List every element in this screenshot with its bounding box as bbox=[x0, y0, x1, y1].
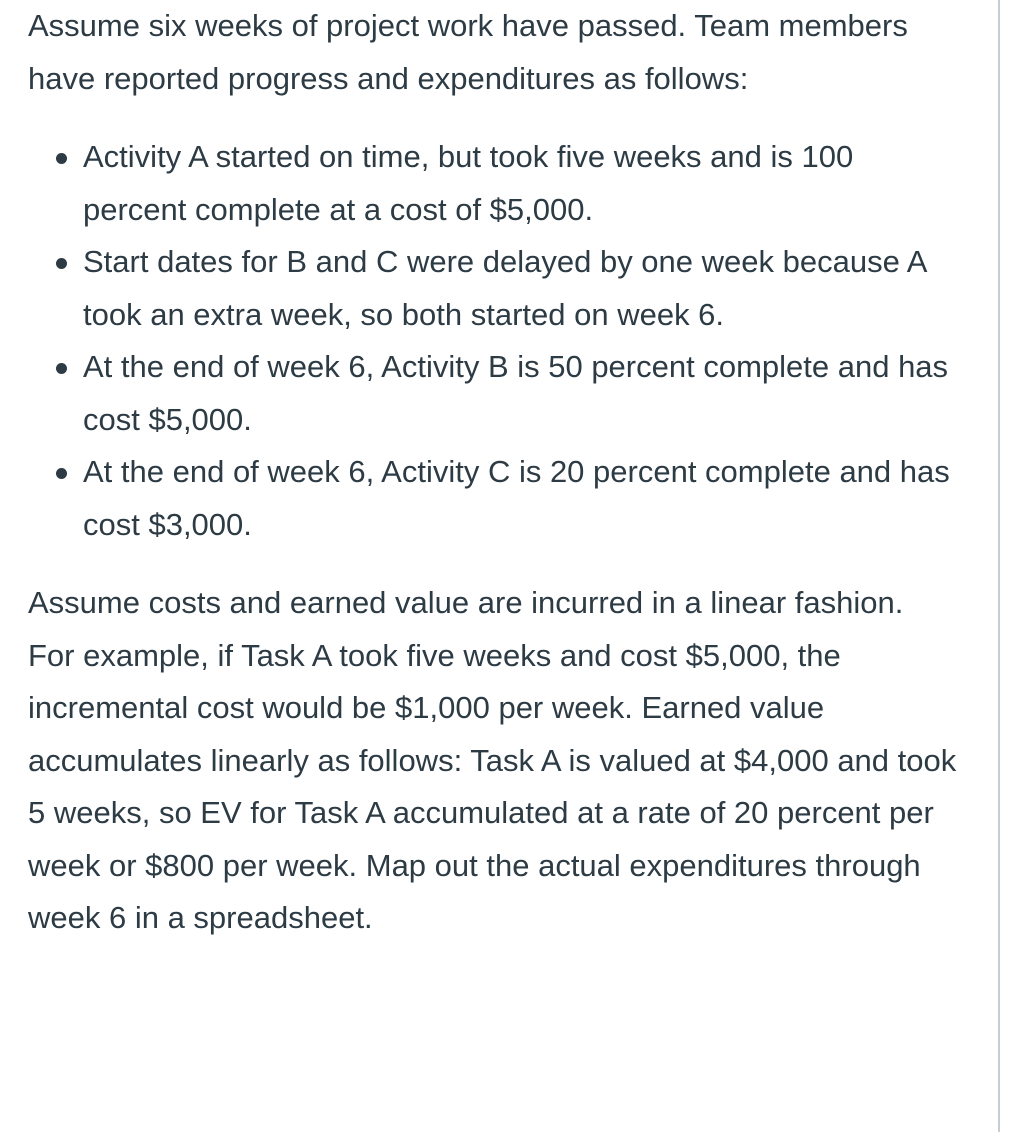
intro-paragraph: Assume six weeks of project work have passed. Team members have reported progress and expenditures as follows: bbox=[28, 8, 908, 96]
list-item-text: Start dates for B and C were delayed by one week because A took an extra week, so both started on week 6. bbox=[83, 244, 926, 332]
bullet-icon bbox=[56, 153, 67, 164]
list-item-text: At the end of week 6, Activity B is 50 percent complete and has cost $5,000. bbox=[83, 349, 949, 437]
list-item-text: At the end of week 6, Activity C is 20 percent complete and has cost $3,000. bbox=[83, 454, 950, 542]
bullet-icon bbox=[56, 468, 67, 479]
content-border bbox=[998, 0, 1000, 1132]
list-item bbox=[83, 341, 958, 446]
closing-paragraph: Assume costs and earned value are incurred in a linear fashion. For example, if Task A took five weeks and cost $5,000, the incremental cost would be $1,000 per week. Earned value accumulates linearly as follows: Task A is valued at $4,000 and took 5 weeks, so EV for Task A accumulated at a rate of 20 percent per week or $800 per week. Map out the actual expenditures through week 6 in a spreadsheet. bbox=[28, 585, 957, 935]
list-item-text: Activity A started on time, but took five weeks and is 100 percent complete at a cost of $5,000. bbox=[83, 139, 854, 227]
progress-list bbox=[28, 131, 958, 551]
list-item bbox=[83, 236, 958, 341]
question-content bbox=[28, 0, 958, 945]
bullet-icon bbox=[56, 258, 67, 269]
list-item bbox=[83, 131, 958, 236]
list-item bbox=[83, 446, 958, 551]
bullet-icon bbox=[56, 363, 67, 374]
